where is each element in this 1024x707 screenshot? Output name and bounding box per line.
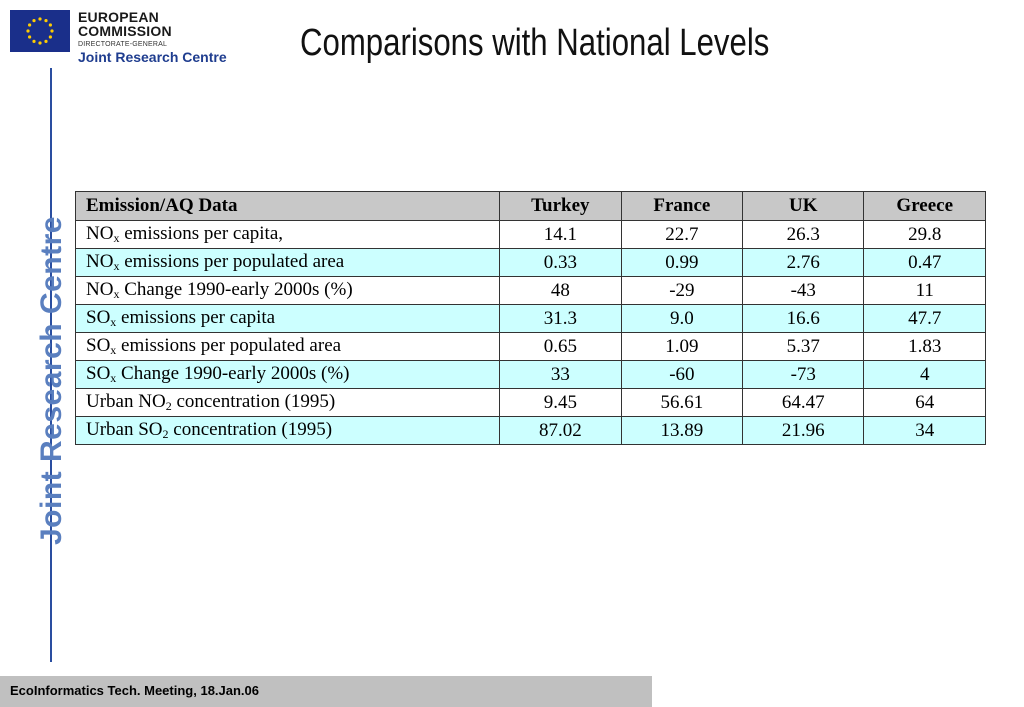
flag-star (26, 29, 29, 32)
table-cell: 48 (500, 277, 622, 305)
flag-star (44, 19, 47, 22)
table-cell: 64.47 (743, 389, 864, 417)
row-label-suffix: emissions per capita (116, 307, 276, 328)
row-label-main: SO (86, 307, 111, 328)
header-turkey: Turkey (500, 192, 622, 221)
table-cell: 9.45 (500, 389, 622, 417)
table-cell: 1.09 (621, 333, 743, 361)
row-label-main: SO (86, 335, 111, 356)
row-label-subscript: x (113, 287, 120, 301)
org-name: EUROPEAN COMMISSION (78, 9, 172, 39)
row-label (76, 417, 500, 445)
header-emission-data: Emission/AQ Data (76, 192, 500, 221)
table-cell: 22.7 (621, 221, 743, 249)
flag-star (32, 19, 35, 22)
table-row (76, 361, 986, 389)
table-row (76, 333, 986, 361)
row-label (76, 389, 500, 417)
row-label-subscript: x (110, 315, 117, 329)
table-cell: 56.61 (621, 389, 743, 417)
flag-star (32, 40, 35, 43)
flag-star (49, 23, 52, 26)
row-label-suffix: concentration (1995) (168, 419, 333, 440)
table-row (76, 221, 986, 249)
table-cell: 29.8 (864, 221, 986, 249)
row-label (76, 221, 500, 249)
flag-star (44, 40, 47, 43)
row-label-subscript: 2 (162, 427, 169, 441)
table-cell: 4 (864, 361, 986, 389)
table-cell: 0.33 (500, 249, 622, 277)
row-label-suffix: emissions per populated area (116, 335, 342, 356)
table-cell: 13.89 (621, 417, 743, 445)
row-label (76, 361, 500, 389)
jrc-logo (10, 9, 250, 65)
jrc-name: Joint Research Centre (78, 49, 227, 65)
table-header-row (76, 192, 986, 221)
footer-text: EcoInformatics Tech. Meeting, 18.Jan.06 (10, 683, 260, 698)
row-label-subscript: x (110, 371, 117, 385)
table-cell: 47.7 (864, 305, 986, 333)
table-cell: 2.76 (743, 249, 864, 277)
page-title: Comparisons with National Levels (300, 22, 770, 64)
row-label-main: NO (86, 223, 114, 244)
header-greece: Greece (864, 192, 986, 221)
row-label-subscript: 2 (165, 399, 172, 413)
row-label-main: Urban NO (86, 391, 166, 412)
row-label (76, 249, 500, 277)
side-brand-text: Joint Research Centre (35, 216, 68, 545)
org-text (78, 10, 250, 64)
row-label (76, 333, 500, 361)
flag-star (28, 35, 31, 38)
table-row (76, 389, 986, 417)
table-cell: 26.3 (743, 221, 864, 249)
row-label-subscript: x (113, 231, 120, 245)
row-label-main: Urban SO (86, 419, 163, 440)
table-cell: 5.37 (743, 333, 864, 361)
row-label-main: NO (86, 279, 114, 300)
table-cell: -29 (621, 277, 743, 305)
flag-star (50, 29, 53, 32)
table-row (76, 277, 986, 305)
row-label-suffix: Change 1990-early 2000s (%) (116, 363, 350, 384)
row-label-subscript: x (110, 343, 117, 357)
footer-bar (0, 676, 652, 707)
flag-star (38, 41, 41, 44)
flag-star (28, 23, 31, 26)
row-label-suffix: emissions per capita, (119, 223, 284, 244)
table-cell: 14.1 (500, 221, 622, 249)
table-cell: 21.96 (743, 417, 864, 445)
row-label (76, 277, 500, 305)
table-cell: -43 (743, 277, 864, 305)
table-row (76, 249, 986, 277)
header-france: France (621, 192, 743, 221)
table-cell: 64 (864, 389, 986, 417)
table-cell: 87.02 (500, 417, 622, 445)
header-uk: UK (743, 192, 864, 221)
emission-table (75, 191, 986, 445)
directorate-label: DIRECTORATE-GENERAL (78, 41, 168, 48)
table-cell: 31.3 (500, 305, 622, 333)
table-cell: 34 (864, 417, 986, 445)
table-cell: 9.0 (621, 305, 743, 333)
table-cell: 16.6 (743, 305, 864, 333)
table-cell: -73 (743, 361, 864, 389)
table-cell: 0.65 (500, 333, 622, 361)
table-cell: 0.99 (621, 249, 743, 277)
table-cell: -60 (621, 361, 743, 389)
row-label-suffix: concentration (1995) (171, 391, 336, 412)
row-label-main: NO (86, 251, 114, 272)
table-row (76, 305, 986, 333)
row-label-suffix: emissions per populated area (119, 251, 345, 272)
flag-star (38, 17, 41, 20)
eu-flag-icon (10, 10, 70, 52)
table-cell: 1.83 (864, 333, 986, 361)
row-label-suffix: Change 1990-early 2000s (%) (119, 279, 353, 300)
table-cell: 33 (500, 361, 622, 389)
table-row (76, 417, 986, 445)
row-label (76, 305, 500, 333)
table-cell: 0.47 (864, 249, 986, 277)
row-label-main: SO (86, 363, 111, 384)
row-label-subscript: x (113, 259, 120, 273)
flag-star (49, 35, 52, 38)
table-cell: 11 (864, 277, 986, 305)
